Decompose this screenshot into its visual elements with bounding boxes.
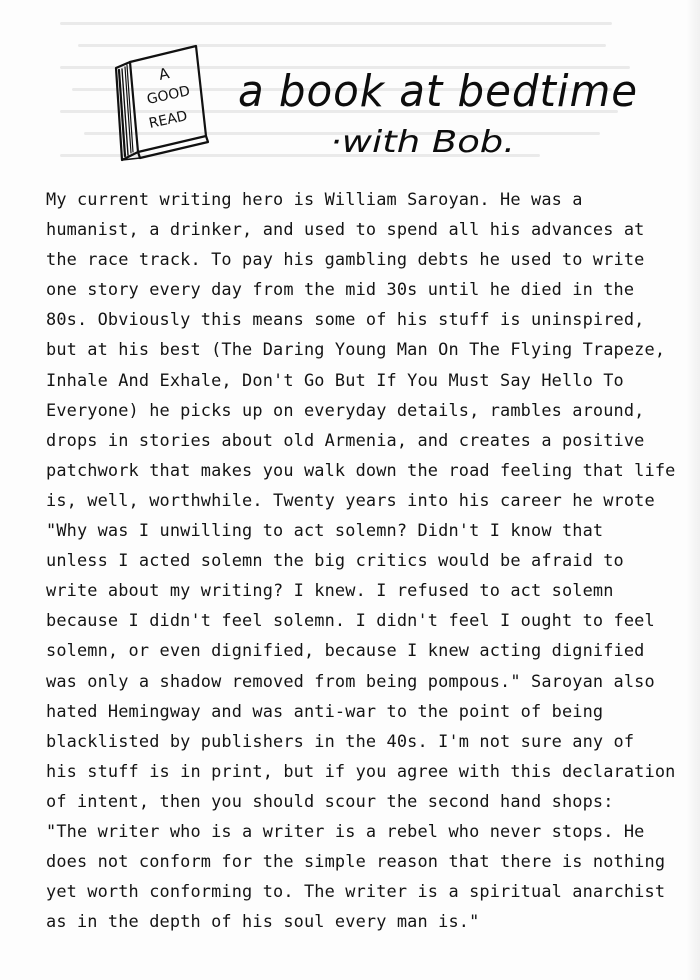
article-line: patchwork that makes you walk down the road feeling that life (46, 459, 676, 480)
article-line: write about my writing? I knew. I refused to act solemn (46, 580, 614, 601)
book-logo-line-3: READ (147, 108, 189, 132)
article-line: blacklisted by publishers in the 40s. I'm not sure any of (46, 730, 635, 751)
article-line: does not conform for the simple reason that there is nothing (46, 851, 666, 872)
article-line: because I didn't feel solemn. I didn't feel I ought to feel (46, 610, 655, 631)
byline (330, 118, 530, 164)
article-body (46, 184, 686, 936)
article-line: drops in stories about old Armenia, and creates a positive (46, 429, 645, 450)
article-line: Inhale And Exhale, Don't Go But If You Must Say Hello To (46, 369, 624, 390)
book-icon (110, 44, 220, 164)
article-line: hated Hemingway and was anti-war to the point of being (46, 700, 604, 721)
article-line: My current writing hero is William Saroyan. He was a (46, 189, 583, 209)
article-line: was only a shadow removed from being pompous." Saroyan also (46, 670, 655, 691)
article-line: one story every day from the mid 30s until he died in the (46, 279, 635, 300)
book-logo-line-2: GOOD (145, 83, 192, 108)
article-line: Everyone) he picks up on everyday details, rambles around, (46, 399, 645, 420)
page-edge-shadow (686, 0, 700, 980)
article-line: unless I acted solemn the big critics would be afraid to (46, 550, 624, 571)
article-line: yet worth conforming to. The writer is a spiritual anarchist (46, 881, 666, 902)
book-logo-line-1: A (157, 64, 171, 84)
article-line: "The writer who is a writer is a rebel who never stops. He (46, 820, 645, 841)
byline-text: ·with Bob. (330, 125, 515, 160)
article-line: humanist, a drinker, and used to spend all his advances at (46, 219, 645, 240)
article-line: 80s. Obviously this means some of his stuff is uninspired, (46, 309, 645, 330)
article-line: his stuff is in print, but if you agree with this declaration (46, 760, 676, 781)
page-title (238, 62, 668, 122)
article-line: "Why was I unwilling to act solemn? Didn't I know that (46, 520, 604, 541)
article-line: solemn, or even dignified, because I knew acting dignified (46, 640, 645, 661)
article-line: the race track. To pay his gambling debts he used to write (46, 249, 645, 270)
article-line: of intent, then you should scour the second hand shops: (46, 790, 614, 811)
article-line: is, well, worthwhile. Twenty years into his career he wrote (46, 489, 655, 510)
article-line: as in the depth of his soul every man is." (46, 911, 480, 932)
page-title-text: a book at bedtime (238, 66, 638, 117)
article-line: but at his best (The Daring Young Man On The Flying Trapeze, (46, 339, 666, 360)
